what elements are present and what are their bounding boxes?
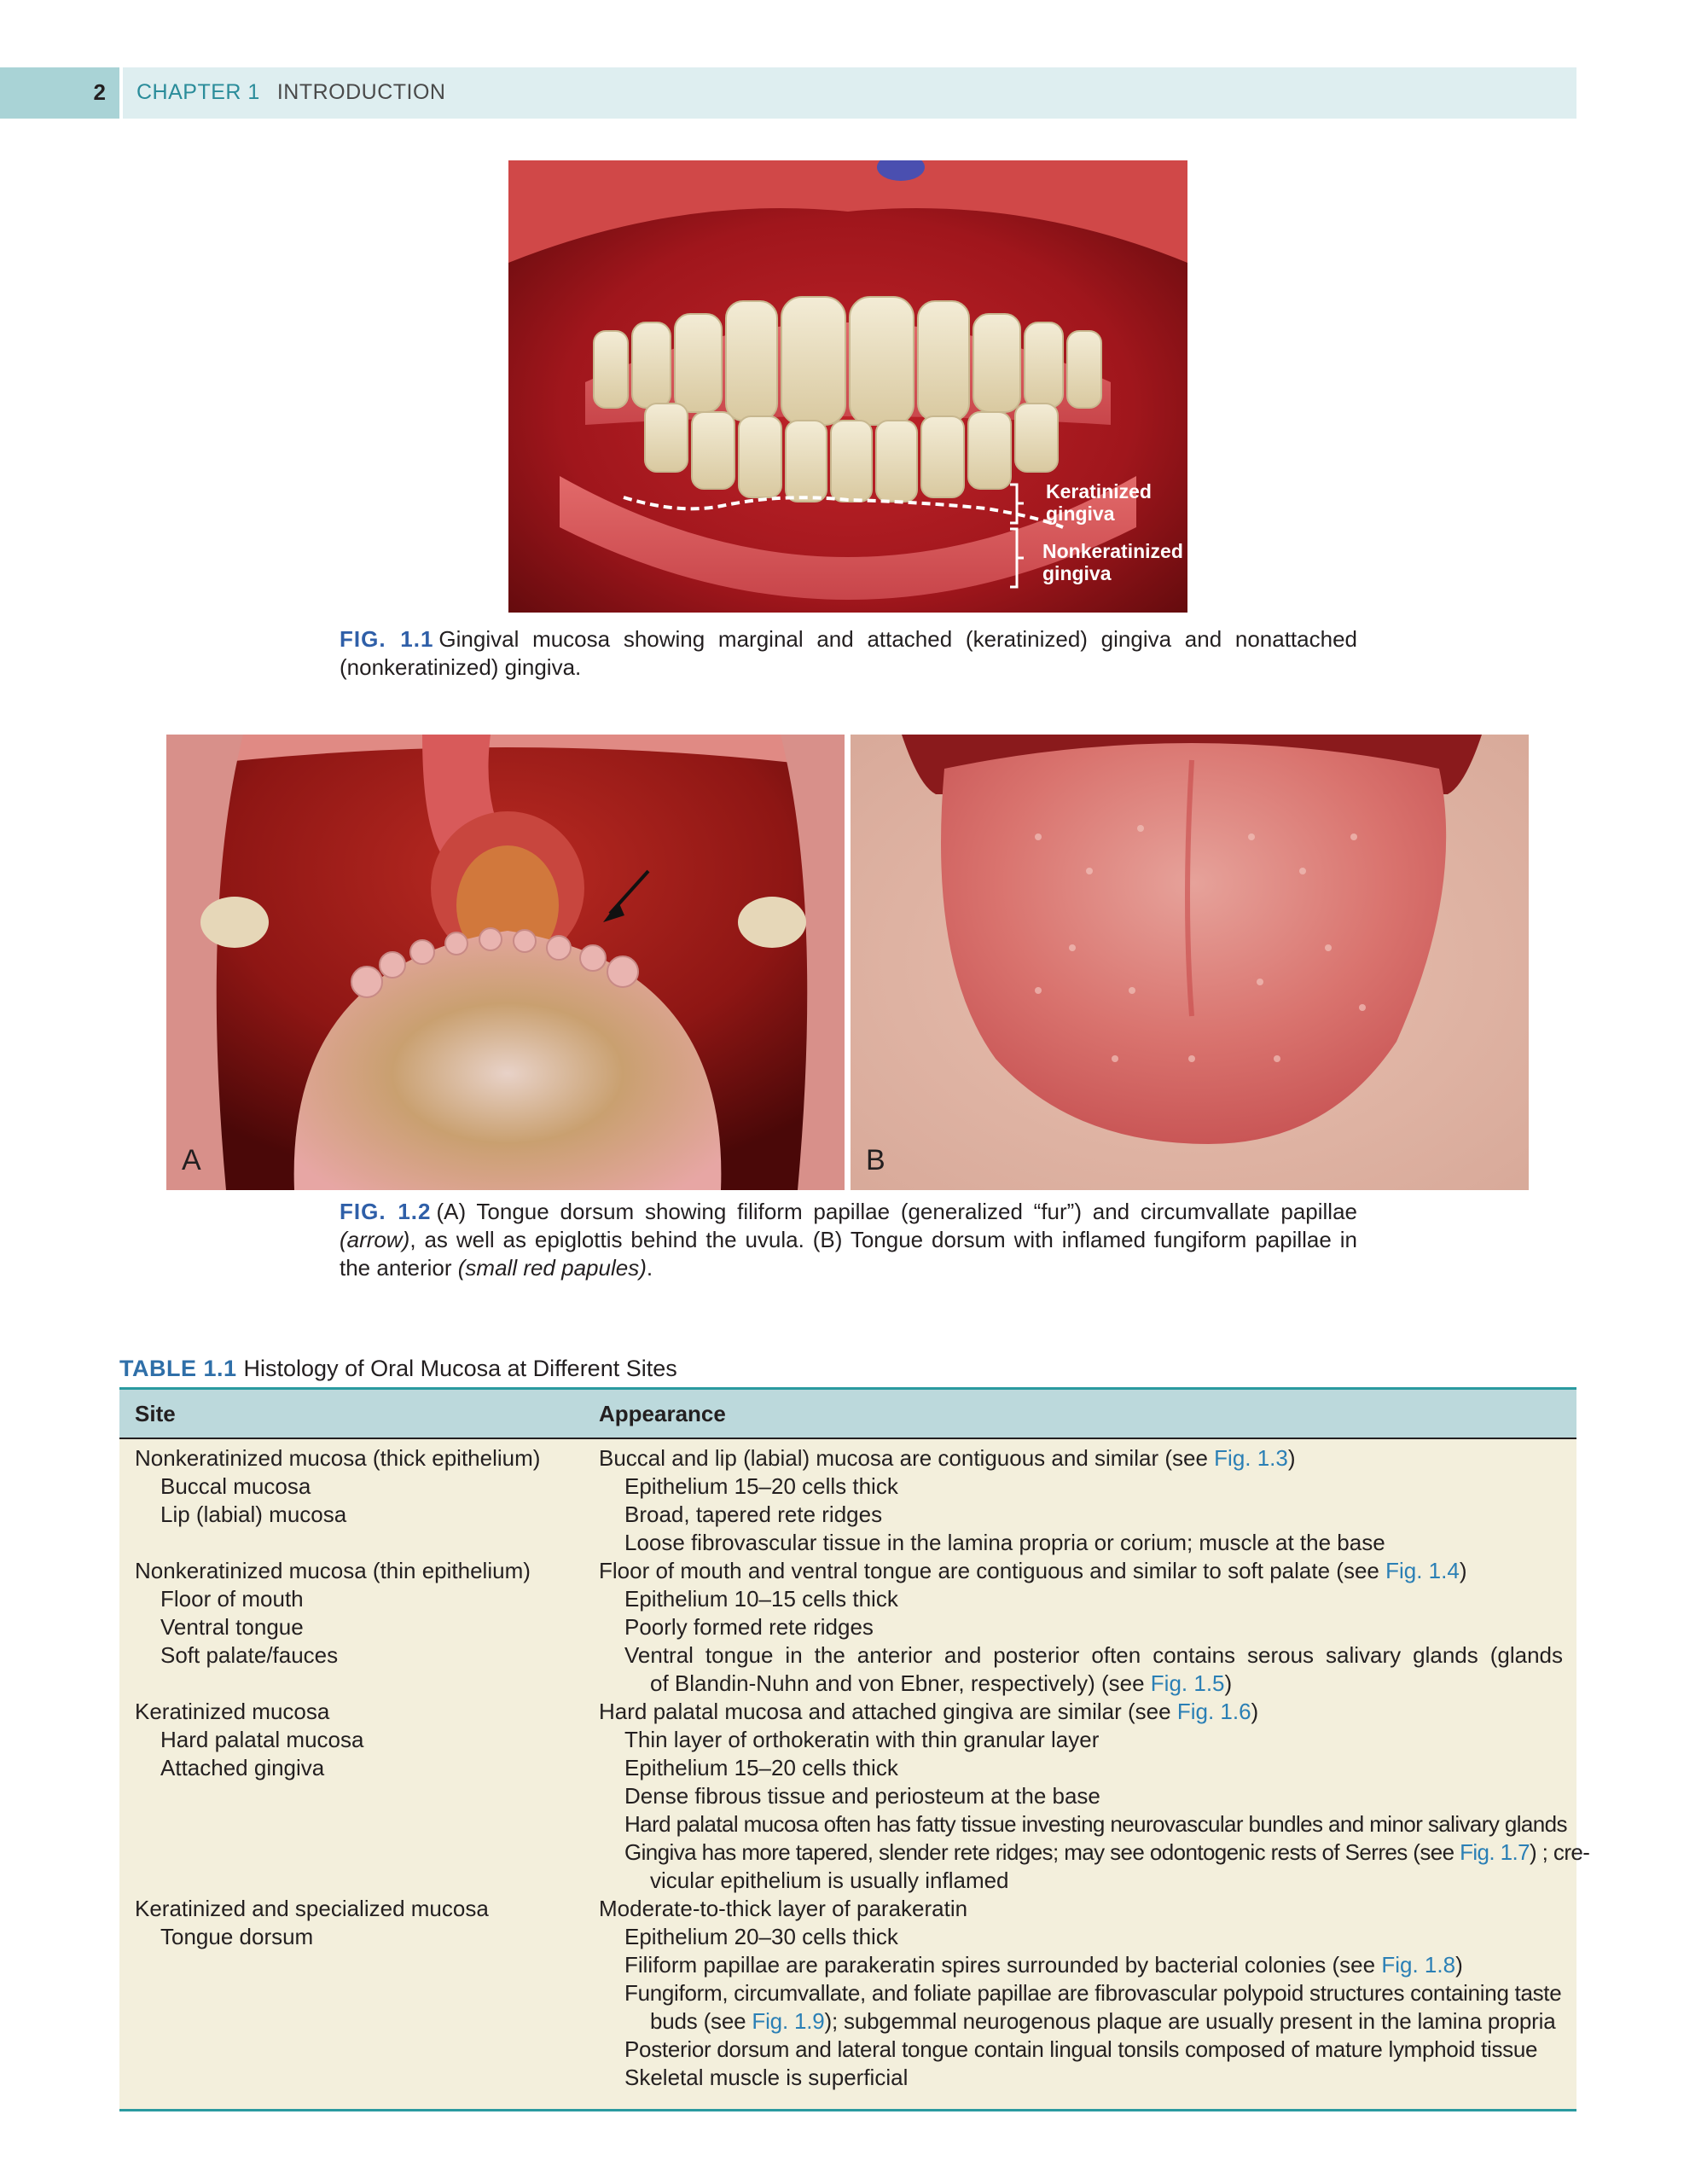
site-subitem: Ventral tongue [160,1614,304,1640]
appearance-line: Epithelium 20–30 cells thick [624,1924,898,1949]
figure-1-2-caption-italic1: (arrow) [340,1227,410,1252]
appearance-line: Hard palatal mucosa often has fatty tissue investing neurovascular bundles and minor salivary glands [624,1811,1567,1837]
panel-b-letter: B [866,1144,885,1176]
appearance-line [599,2007,1563,2036]
appearance-cell [599,1895,1563,2092]
site-name: Nonkeratinized mucosa (thin epithelium) [135,1558,531,1583]
site-subitem: Buccal mucosa [160,1473,311,1499]
figure-reference: Fig. 1.9 [752,2008,825,2034]
appearance-line: Buccal and lip (labial) mucosa are contiguous and similar (see Fig. 1.3) [599,1445,1296,1471]
figure-1-2-caption-part2: , as well as epiglottis behind the uvula. (B) Tongue dorsum with inflamed fungiform papillae in the anterior [340,1227,1357,1281]
appearance-cell [599,1557,1563,1698]
appearance-cell [599,1444,1563,1557]
appearance-text: of Blandin-Nuhn and von Ebner, respectively) (see [650,1670,1145,1696]
site-name: Keratinized and specialized mucosa [135,1896,489,1921]
appearance-text: ); subgemmal neurogenous plaque are usually present in the lamina propria [824,2008,1556,2034]
page-number: 2 [93,79,106,105]
site-cell [119,1895,599,2092]
figure-reference: Fig. 1.4 [1385,1558,1460,1583]
column-header-appearance: Appearance [599,1401,726,1426]
figure-1-1-caption [340,625,1357,682]
appearance-line: Dense fibrous tissue and periosteum at the base [624,1783,1100,1809]
figure-reference: Fig. 1.5 [1150,1670,1225,1696]
site-cell [119,1444,599,1557]
site-subitem: Hard palatal mucosa [160,1727,364,1752]
appearance-text: Gingiva has more tapered, slender rete ridges; may see odontogenic rests of Serres (see [624,1839,1454,1865]
figure-1-2-caption-part1: (A) Tongue dorsum showing filiform papillae (generalized “fur”) and circumvallate papillae [436,1199,1357,1224]
chapter-title [136,80,445,105]
site-subitem: Attached gingiva [160,1755,325,1780]
table-row [119,1698,1590,1895]
appearance-line: Epithelium 10–15 cells thick [624,1586,898,1612]
figure-1-2-label: FIG. 1.2 [340,1199,432,1224]
site-subitem: Soft palate/fauces [160,1642,339,1668]
figure-1-2-panel-a-photo [166,735,845,1190]
table-label: TABLE 1.1 [119,1356,237,1381]
appearance-text: Filiform papillae are parakeratin spires surrounded by bacterial colonies (see [624,1952,1376,1978]
column-header-site: Site [135,1401,176,1426]
running-header [0,67,1576,119]
appearance-line: vicular epithelium is usually inflamed [650,1867,1009,1893]
appearance-text: Floor of mouth and ventral tongue are contiguous and similar to soft palate (see [599,1558,1379,1583]
figure-1-1-caption-text: Gingival mucosa showing marginal and attached (keratinized) gingiva and nonattached (nonkeratinized) gingiva. [340,626,1357,680]
appearance-text: Buccal and lip (labial) mucosa are contiguous and similar (see [599,1445,1208,1471]
appearance-line: of Blandin-Nuhn and von Ebner, respectively) (see Fig. 1.5) [650,1670,1233,1696]
figure-1-1-photo [508,160,1187,613]
figure-1-2-panel-b-photo [851,735,1529,1190]
appearance-cell [599,1698,1590,1895]
chapter-label: CHAPTER 1 [136,80,260,104]
appearance-line: Loose fibrovascular tissue in the lamina propria or corium; muscle at the base [624,1530,1385,1555]
appearance-line: Epithelium 15–20 cells thick [624,1473,898,1499]
page-number-box [0,67,119,119]
appearance-line: Epithelium 15–20 cells thick [624,1755,898,1780]
appearance-line: Posterior dorsum and lateral tongue contain lingual tonsils composed of mature lymphoid tissue [624,2036,1538,2062]
appearance-line: Floor of mouth and ventral tongue are contiguous and similar to soft palate (see Fig. 1.4) [599,1558,1467,1583]
figure-reference: Fig. 1.6 [1176,1699,1251,1724]
section-label: INTRODUCTION [276,80,446,104]
appearance-line: Moderate-to-thick layer of parakeratin [599,1896,968,1921]
figure-1-1-label: FIG. 1.1 [340,626,434,652]
appearance-text: buds (see [650,2008,746,2034]
appearance-line: Filiform papillae are parakeratin spires surrounded by bacterial colonies (see Fig. 1.8) [624,1952,1463,1978]
appearance-line: Fungiform, circumvallate, and foliate papillae are fibrovascular polypoid structures containing taste [624,1980,1562,2006]
appearance-line: Ventral tongue in the anterior and posterior often contains serous salivary glands (glands [624,1642,1563,1668]
table-title [119,1356,677,1382]
table-row [119,1444,1576,1557]
chapter-band [123,67,1576,119]
figure-1-2-caption [340,1198,1357,1282]
panel-a-letter: A [182,1144,201,1176]
table-row [119,1895,1576,2092]
figure-reference: Fig. 1.8 [1381,1952,1456,1978]
appearance-text: ) ; cre- [1530,1839,1590,1865]
appearance-line: Poorly formed rete ridges [624,1614,874,1640]
appearance-line: Skeletal muscle is superficial [624,2065,909,2090]
table-body [119,1444,1590,2092]
table-header-row [119,1390,1576,1439]
annotation-keratinized: Keratinized gingiva [1046,480,1152,525]
appearance-line [599,1838,1590,1867]
figure-reference: Fig. 1.7 [1460,1839,1530,1865]
appearance-text: Hard palatal mucosa and attached gingiva are similar (see [599,1699,1171,1724]
site-subitem: Lip (labial) mucosa [160,1502,347,1527]
appearance-line: Thin layer of orthokeratin with thin granular layer [624,1727,1100,1752]
figure-1-2-caption-italic2: (small red papules) [457,1255,647,1281]
table-title-text: Histology of Oral Mucosa at Different Sites [243,1356,677,1381]
site-name: Keratinized mucosa [135,1699,330,1724]
appearance-line: Hard palatal mucosa and attached gingiva are similar (see Fig. 1.6) [599,1699,1259,1724]
table-row [119,1557,1576,1698]
site-name: Nonkeratinized mucosa (thick epithelium) [135,1445,541,1471]
site-cell [119,1698,599,1895]
site-subitem: Tongue dorsum [160,1924,314,1949]
site-subitem: Floor of mouth [160,1586,304,1612]
figure-reference: Fig. 1.3 [1214,1445,1288,1471]
figure-1-2-caption-end: . [646,1255,653,1281]
appearance-line: Broad, tapered rete ridges [624,1502,883,1527]
site-cell [119,1557,599,1698]
annotation-nonkeratinized: Nonkeratinized gingiva [1042,540,1183,584]
histology-table [119,1387,1590,2111]
